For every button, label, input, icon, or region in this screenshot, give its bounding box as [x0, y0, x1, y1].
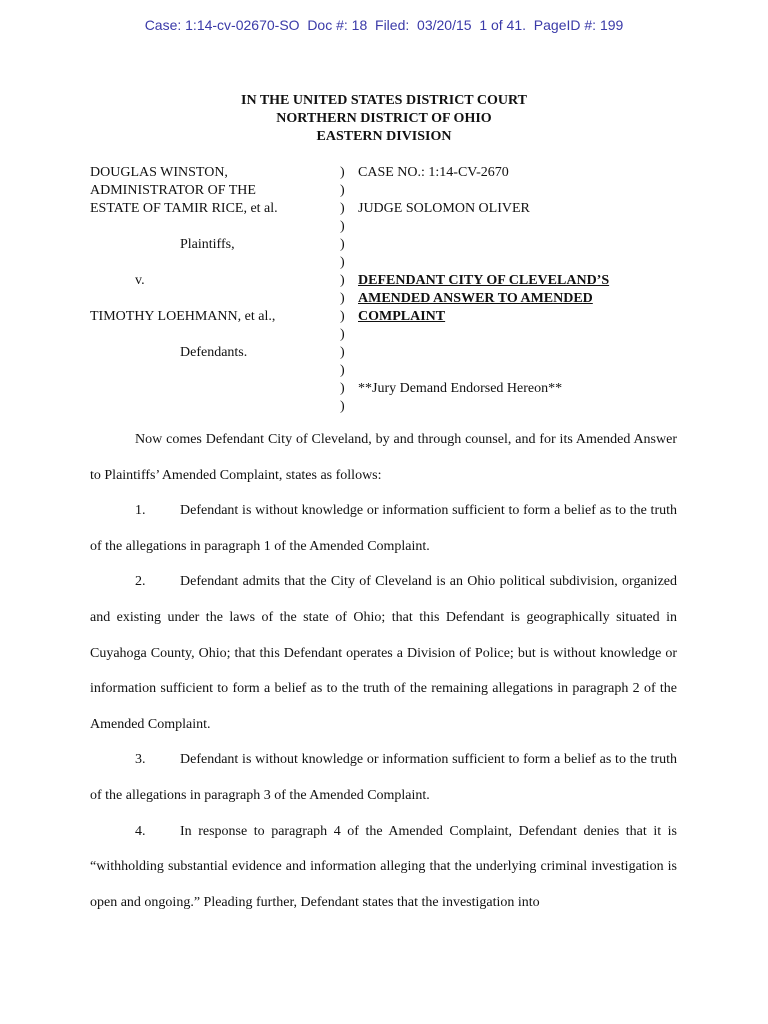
caption-row [90, 254, 690, 272]
caption-paren: ) [340, 309, 345, 324]
caption-row [90, 290, 690, 308]
caption-row [90, 182, 690, 200]
document-title-line1: DEFENDANT CITY OF CLEVELAND’S [358, 273, 610, 288]
caption-row [90, 326, 690, 344]
caption-paren: ) [340, 237, 345, 252]
plaintiff-role: ADMINISTRATOR OF THE [90, 183, 256, 198]
defendant-name: TIMOTHY LOEHMANN, et al., [90, 309, 276, 324]
case-caption [90, 164, 690, 416]
court-heading [0, 92, 768, 146]
judge-name: JUDGE SOLOMON OLIVER [358, 201, 530, 216]
paragraph-text: In response to paragraph 4 of the Amended Complaint, Defendant denies that it is “withholding substantial evidence and information alleging that the underlying criminal investigation is open and ongoing.” Pleading further, Defendant states that the investigation into [90, 823, 677, 910]
caption-paren: ) [340, 399, 345, 414]
caption-paren: ) [340, 363, 345, 378]
paragraph-number: 1. [135, 503, 146, 519]
paragraph-number: 3. [135, 752, 146, 768]
caption-paren: ) [340, 219, 345, 234]
numbered-paragraph [90, 493, 677, 564]
court-division: EASTERN DIVISION [316, 129, 452, 144]
caption-paren: ) [340, 327, 345, 342]
caption-row [90, 344, 690, 362]
paragraph-text: Defendant is without knowledge or information sufficient to form a belief as to the truth of the allegations in paragraph 1 of the Amended Complaint. [90, 503, 677, 554]
filing-stamp: Case: 1:14-cv-02670-SO Doc #: 18 Filed: 03/20/15 1 of 41. PageID #: 199 [144, 17, 624, 33]
caption-paren: ) [340, 183, 345, 198]
caption-paren: ) [340, 381, 345, 396]
caption-row [90, 164, 690, 182]
plaintiffs-label: Plaintiffs, [180, 237, 235, 252]
caption-paren: ) [340, 273, 345, 288]
caption-paren: ) [340, 345, 345, 360]
caption-row [90, 380, 690, 398]
paragraph-text: Defendant admits that the City of Cleveland is an Ohio political subdivision, organized and existing under the laws of the state of Ohio; that this Defendant is geographically situated in Cuyahoga County, Ohio; that this Defendant operates a Division of Police; but is without knowledge or information sufficient to form a belief as to the truth of the remaining allegations in paragraph 2 of the Amended Complaint. [90, 574, 677, 732]
caption-paren: ) [340, 165, 345, 180]
court-district: NORTHERN DISTRICT OF OHIO [276, 111, 492, 126]
caption-row [90, 218, 690, 236]
caption-row [90, 200, 690, 218]
numbered-paragraph [90, 564, 677, 742]
caption-row [90, 398, 690, 416]
case-number: CASE NO.: 1:14-CV-2670 [358, 165, 509, 180]
caption-row [90, 308, 690, 326]
caption-row [90, 362, 690, 380]
numbered-paragraph [90, 742, 677, 813]
versus-label: v. [135, 273, 145, 288]
intro-paragraph: Now comes Defendant City of Cleveland, by and through counsel, and for its Amended Answer to Plaintiffs’ Amended Complaint, states as follows: [90, 432, 677, 483]
paragraph-number: 4. [135, 823, 146, 839]
defendants-label: Defendants. [180, 345, 248, 360]
caption-row [90, 236, 690, 254]
caption-paren: ) [340, 255, 345, 270]
court-name: IN THE UNITED STATES DISTRICT COURT [241, 93, 527, 108]
paragraph-number: 2. [135, 574, 146, 590]
plaintiff-estate: ESTATE OF TAMIR RICE, et al. [90, 201, 278, 216]
caption-paren: ) [340, 291, 345, 306]
document-title-line3: COMPLAINT [358, 309, 446, 324]
jury-demand: **Jury Demand Endorsed Hereon** [358, 381, 563, 396]
plaintiff-name: DOUGLAS WINSTON, [90, 165, 228, 180]
caption-paren: ) [340, 201, 345, 216]
answer-body [90, 422, 677, 920]
paragraph-text: Defendant is without knowledge or information sufficient to form a belief as to the truth of the allegations in paragraph 3 of the Amended Complaint. [90, 752, 677, 803]
caption-row [90, 272, 690, 290]
document-title-line2: AMENDED ANSWER TO AMENDED [358, 291, 593, 306]
numbered-paragraph [90, 814, 677, 921]
